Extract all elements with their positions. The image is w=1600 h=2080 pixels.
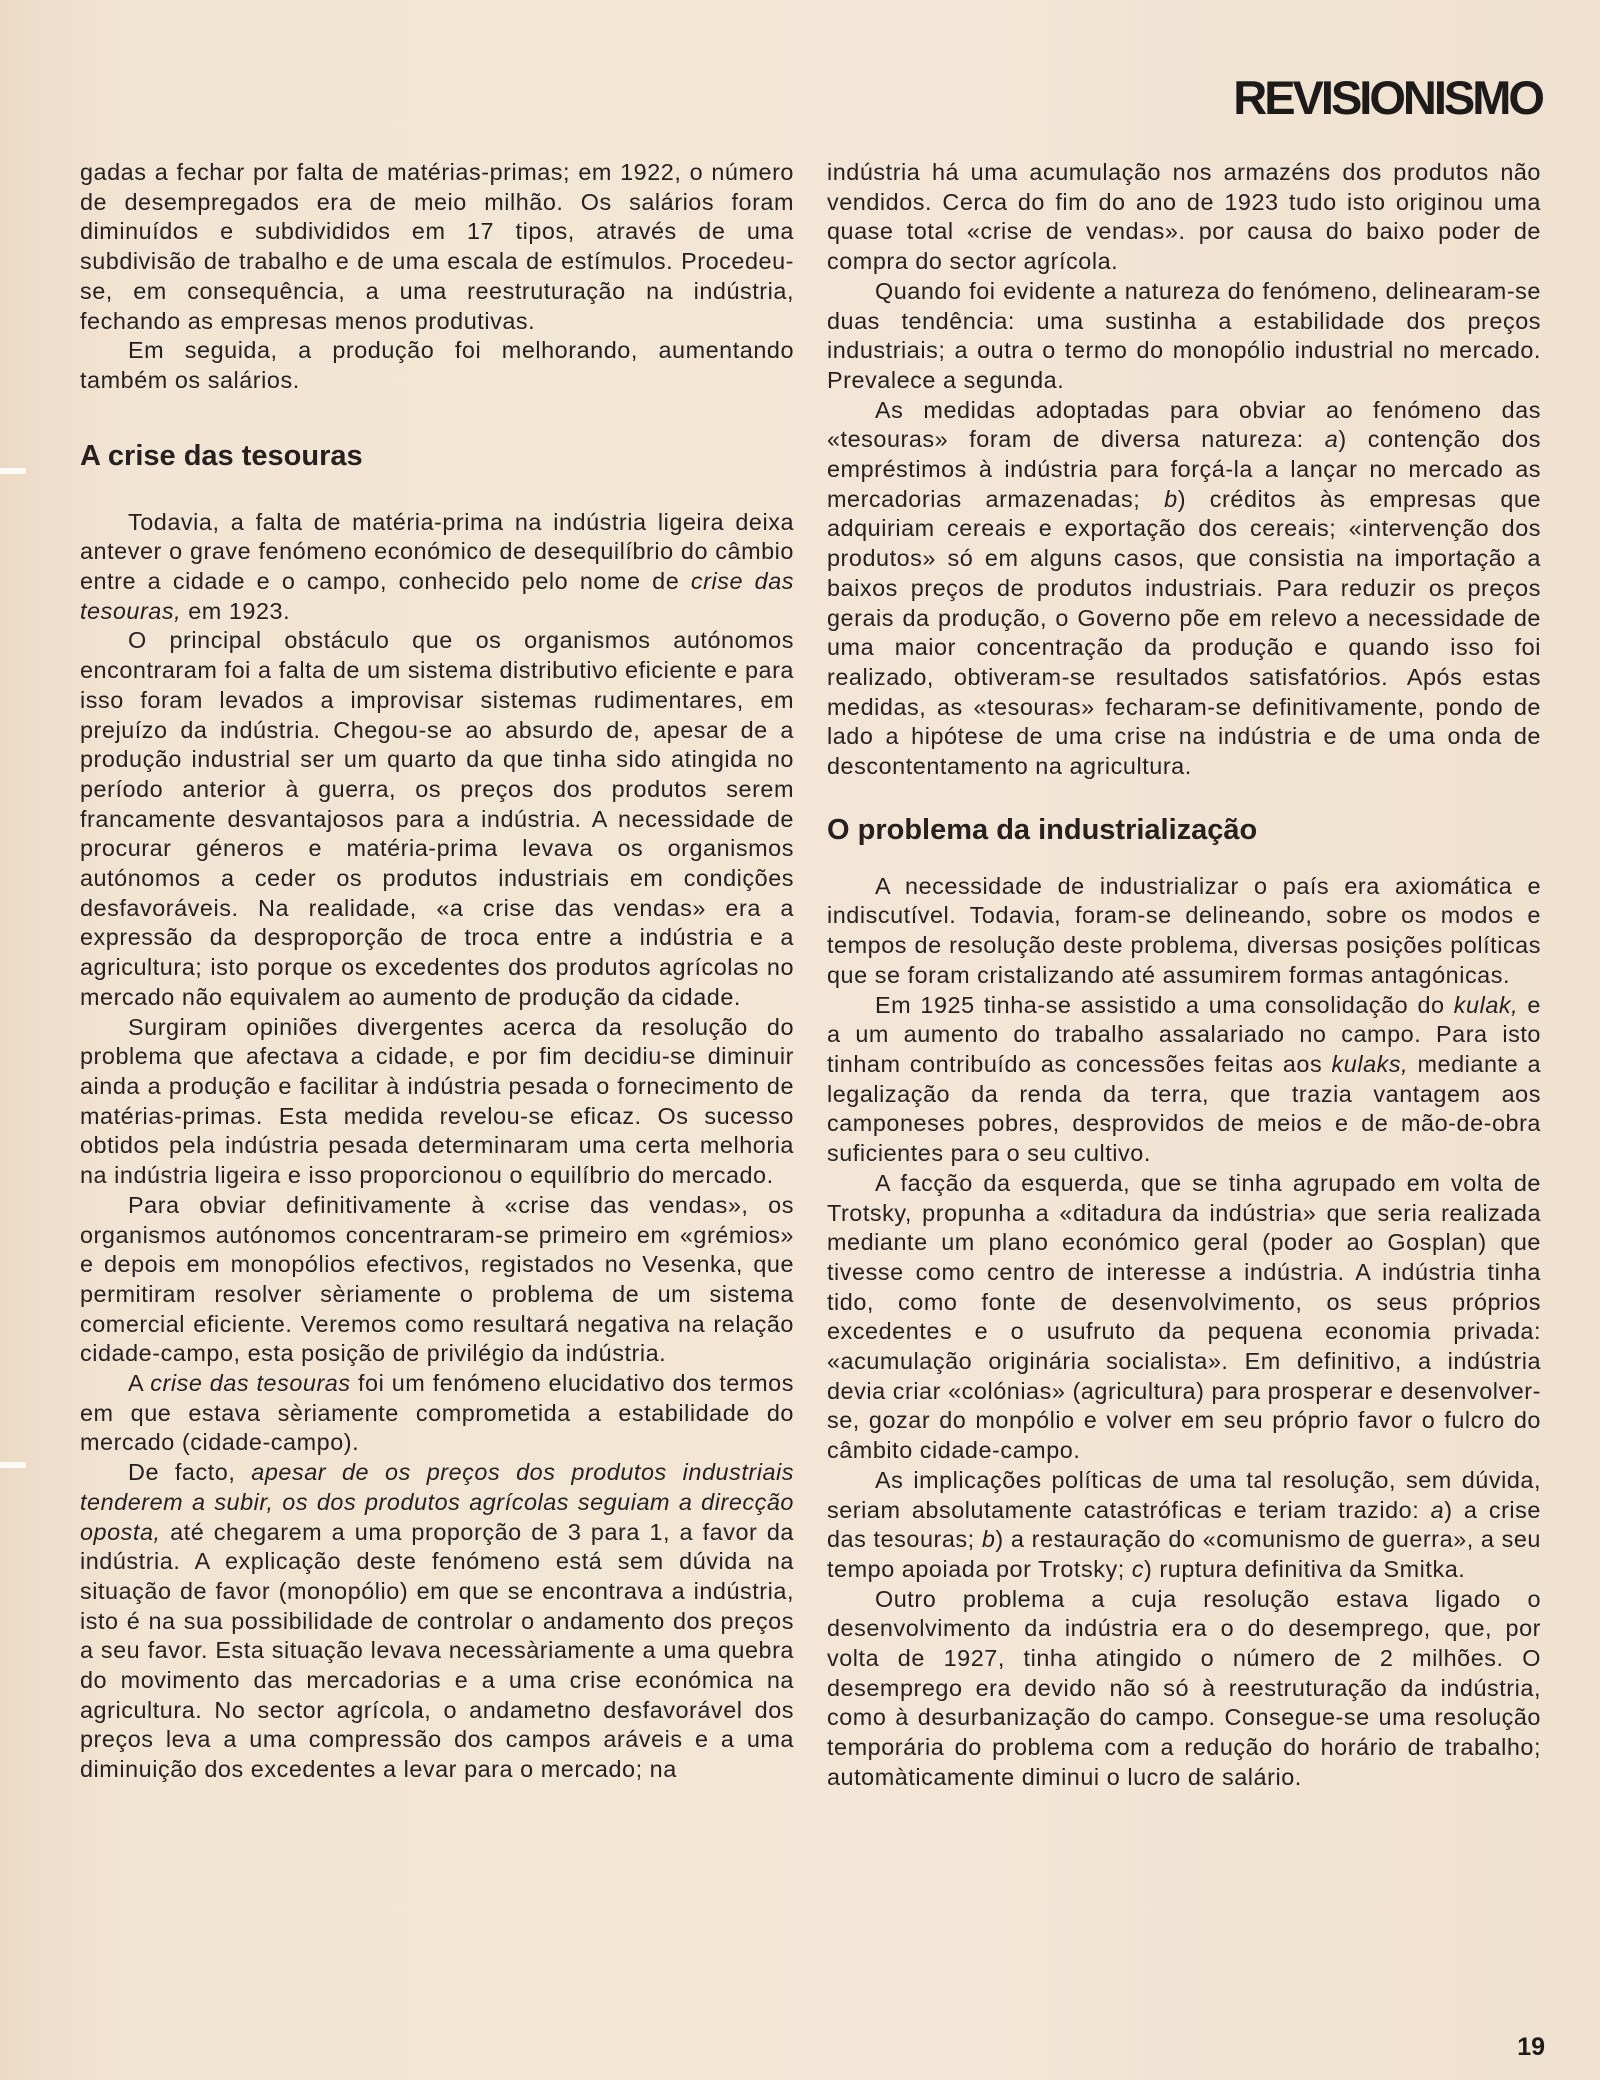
paragraph: Em 1925 tinha-se assistido a uma consolidação do kulak, e a um aumento do trabalho assalariado no campo. Para isto tinham contribuído as concessões feitas aos kulaks, mediante a legalização da renda da terra, que trazia vantagem aos camponeses pobres, desprovidos de meios e de mão-de-obra suficientes para o seu cultivo. bbox=[827, 991, 1542, 1167]
paragraph: A facção da esquerda, que se tinha agrupado em volta de Trotsky, propunha a «ditadura da indústria» que seria realizada mediante um plano económico geral (poder ao Gosplan) que tivesse como centro de interesse a indústria. A indústria tinha tido, como fonte de desenvolvimento, os seus próprios excedentes e o usufruto da pequena economia privada: «acumulação originária socialista». Em definitivo, a indústria devia criar «colónias» (agricultura) para prosperar e desenvolver-se, gozar do monpólio e volver em seu próprio favor o fulcro do câmbito cidade-campo. bbox=[827, 1169, 1541, 1464]
subheading: A crise das tesouras bbox=[80, 439, 363, 472]
subheading: O problema da industrialização bbox=[827, 813, 1258, 846]
paragraph: O principal obstáculo que os organismos autónomos encontraram foi a falta de um sistema distributivo eficiente e para isso foram levados a improvisar sistemas rudimentares, em prejuízo da indústria. Chegou-se ao absurdo de, apesar de a produção industrial ser um quarto da que tinha sido atingida no período anterior à guerra, os preços dos produtos serem francamente desvantajosos para a indústria. A necessidade de procurar géneros e matéria-prima levava os organismos autónomos a ceder os produtos industriais em condições desfavoráveis. Na realidade, «a crise das vendas» era a expressão da desproporção de troca entre a indústria e a agricultura; isto porque os excedentes dos produtos agrícolas no mercado não equivalem ao aumento de produção da cidade. bbox=[80, 627, 794, 1010]
right-column bbox=[827, 158, 1541, 1793]
paragraph: Em seguida, a produção foi melhorando, aumentando também os salários. bbox=[80, 337, 794, 393]
paragraph: As medidas adoptadas para obviar ao fenómeno das «tesouras» foram de diversa natureza: a) contenção dos empréstimos à indústria para forçá-la a lançar no mercado as mercadorias armazenadas; b) créditos às empresas que adquiriam cereais e exportação dos cereais; «intervenção dos produtos» só em alguns casos, que consistia na importação a baixos preços de produtos industriais. Para reduzir os preços gerais da produção, o Governo põe em relevo a necessidade de uma maior concentração da produção e quando isso foi realizado, obtiveram-se resultados satisfatórios. Após estas medidas, as «tesouras» fecharam-se definitivamente, pondo de lado a hipótese de uma crise na indústria e de uma onda de descontentamento na agricultura. bbox=[827, 396, 1541, 780]
paragraph: A crise das tesouras foi um fenómeno elucidativo dos termos em que estava sèriamente comprometida a estabilidade do mercado (cidade-campo). bbox=[80, 1370, 794, 1456]
paragraph: Quando foi evidente a natureza do fenómeno, delinearam-se duas tendência: uma sustinha a estabilidade dos preços industriais; a outra o termo do monopólio industrial no mercado. Prevalece a segunda. bbox=[827, 277, 1541, 393]
left-column bbox=[80, 158, 794, 1785]
page-number: 19 bbox=[1517, 2033, 1545, 2061]
paragraph: Todavia, a falta de matéria-prima na indústria ligeira deixa antever o grave fenómeno económico de desequilíbrio do câmbio entre a cidade e o campo, conhecido pelo nome de crise das tesouras, em 1923. bbox=[80, 508, 794, 624]
paper-mark bbox=[0, 1462, 26, 1468]
paragraph: Surgiram opiniões divergentes acerca da resolução do problema que afectava a cidade, e por fim decidiu-se diminuir ainda a produção e facilitar à indústria pesada o fornecimento de matérias-primas. Esta medida revelou-se eficaz. Os sucesso obtidos pela indústria pesada determinaram uma certa melhoria na indústria ligeira e isso proporcionou o equilíbrio do mercado. bbox=[80, 1013, 794, 1189]
section-title: REVISIONISMO bbox=[1233, 71, 1542, 124]
paragraph: As implicações políticas de uma tal resolução, sem dúvida, seriam absolutamente catastróficas e teriam trazido: a) a crise das tesouras; b) a restauração do «comunismo de guerra», a seu tempo apoiada por Trotsky; c) ruptura definitiva da Smitka. bbox=[827, 1466, 1541, 1582]
paragraph: indústria há uma acumulação nos armazéns dos produtos não vendidos. Cerca do fim do ano de 1923 tudo isto originou uma quase total «crise de vendas». por causa do baixo poder de compra do sector agrícola. bbox=[827, 159, 1541, 275]
paragraph: De facto, apesar de os preços dos produtos industriais tenderem a subir, os dos produtos agrícolas seguiam a direcção oposta, até chegarem a uma proporção de 3 para 1, a favor da indústria. A explicação deste fenómeno está sem dúvida na situação de favor (monopólio) em que se encontrava a indústria, isto é na sua possibilidade de controlar o andamento dos preços a seu favor. Esta situação levava necessàriamente a uma quebra do movimento das mercadorias e a uma crise económica na agricultura. No sector agrícola, o andametno desfavorável dos preços leva a uma compressão dos campos aráveis e a uma diminuição dos excedentes a levar para o mercado; na bbox=[80, 1459, 795, 1783]
paragraph: gadas a fechar por falta de matérias-primas; em 1922, o número de desempregados era de meio milhão. Os salários foram diminuídos e subdivididos em 17 tipos, através de uma subdivisão de trabalho e de uma escala de estímulos. Procedeu-se, em consequência, a uma reestruturação na indústria, fechando as empresas menos produtivas. bbox=[80, 159, 794, 334]
paper-mark bbox=[0, 468, 26, 474]
paragraph: A necessidade de industrializar o país era axiomática e indiscutível. Todavia, foram-se delineando, sobre os modos e tempos de resolução deste problema, diversas posições políticas que se foram cristalizando até assumirem formas antagónicas. bbox=[827, 872, 1541, 988]
paragraph: Outro problema a cuja resolução estava ligado o desenvolvimento da indústria era o do desemprego, que, por volta de 1927, tinha atingido o número de 2 milhões. O desemprego era devido não só à reestruturação da indústria, como à desurbanização do campo. Consegue-se uma resolução temporária do problema com a redução do horário de trabalho; automàticamente diminui o lucro de salário. bbox=[827, 1585, 1541, 1790]
paragraph: Para obviar definitivamente à «crise das vendas», os organismos autónomos concentraram-se primeiro em «grémios» e depois em monopólios efectivos, registados no Vesenka, que permitiram resolver sèriamente o problema de um sistema comercial eficiente. Veremos como resultará negativa na relação cidade-campo, esta posição de privilégio da indústria. bbox=[80, 1191, 794, 1367]
